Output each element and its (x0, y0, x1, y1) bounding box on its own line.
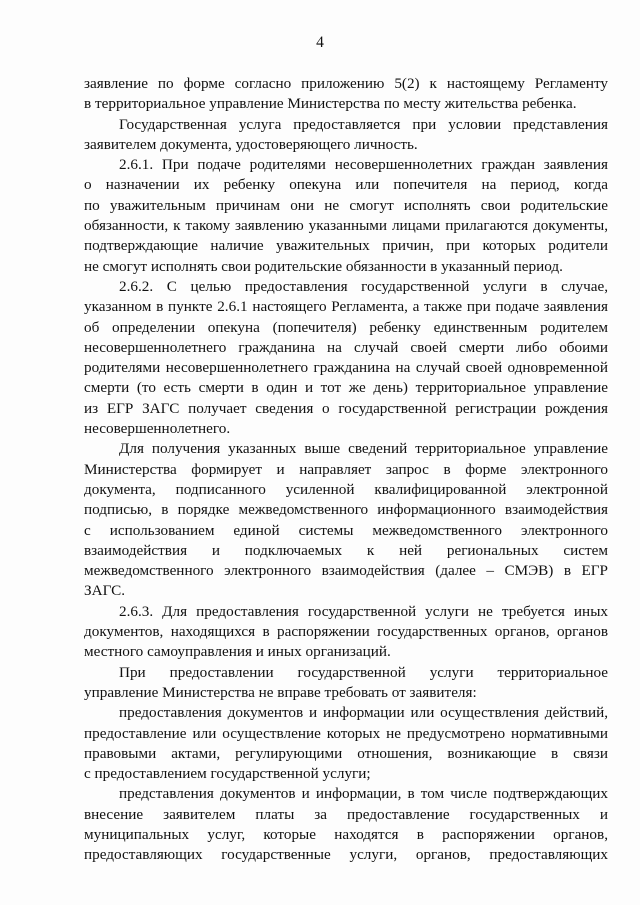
text-line: Министерства формирует и направляет запрос в форме электронного (84, 460, 608, 478)
text-line: указанном в пункте 2.6.1 настоящего Регламента, а также при подаче заявления (84, 298, 608, 316)
text-line: предоставляющих государственные услуги, органов, предоставляющих (84, 846, 608, 864)
text-line: с предоставлением государственной услуги; (84, 765, 371, 783)
text-line: Для получения указанных выше сведений территориальное управление (119, 440, 608, 458)
text-line: заявление по форме согласно приложению 5(2) к настоящему Регламенту (84, 75, 608, 92)
text-line: документов, находящихся в распоряжении государственных органов, органов (84, 623, 608, 641)
text-line: в территориальное управление Министерства по месту жительства ребенка. (84, 95, 577, 113)
text-line: правовыми актами, регулирующими отношения, возникающие в связи (84, 744, 608, 762)
text-line: Государственная услуга предоставляется при условии представления (119, 115, 608, 133)
text-line: не смогут исполнять свои родительские обязанности в указанный период. (84, 257, 563, 275)
text-line: обязанности, к такому заявлению указанными лицами прилагаются документы, (84, 217, 608, 235)
text-line: внесение заявителем платы за предоставление государственных и (84, 805, 608, 823)
text-line: предоставления документов и информации или осуществления действий, (119, 704, 608, 722)
text-line: из ЕГР ЗАГС получает сведения о государственной регистрации рождения (84, 399, 608, 417)
text-line: подтверждающие наличие уважительных причин, при которых родители (84, 237, 608, 255)
text-line: о назначении их ребенку опекуна или попечителя на период, когда (84, 176, 608, 194)
text-line: межведомственного электронного взаимодействия (далее – СМЭВ) в ЕГР (84, 562, 608, 580)
text-line: ЗАГС. (84, 582, 126, 600)
text-line: заявителем документа, удостоверяющего личность. (84, 135, 418, 153)
text-line: 2.6.2. С целью предоставления государственной услуги в случае, (119, 277, 608, 295)
text-line: с использованием единой системы межведомственного электронного (84, 521, 608, 539)
text-line: 2.6.3. Для предоставления государственной услуги не требуется иных (119, 602, 608, 620)
text-line: несовершеннолетнего гражданина на случай своей смерти либо обоими (84, 338, 608, 356)
text-line: об определении опекуна (попечителя) ребенку единственным родителем (84, 318, 608, 336)
document-body (84, 74, 608, 866)
text-line: родителями несовершеннолетнего гражданина на случай своей одновременной (84, 359, 608, 377)
text-line: несовершеннолетнего. (84, 420, 231, 438)
text-line: муниципальных услуг, которые находятся в распоряжении органов, (84, 825, 608, 843)
text-line: предоставление или осуществление которых не предусмотрено нормативными (84, 724, 608, 742)
text-line: При предоставлении государственной услуги территориальное (119, 663, 608, 681)
text-line: смерти (то есть смерти в один и тот же день) территориальное управление (84, 379, 608, 397)
text-line: по уважительным причинам они не смогут исполнять свои родительские (84, 196, 608, 214)
text-line: местного самоуправления и иных организаций. (84, 643, 391, 661)
text-line: представления документов и информации, в том числе подтверждающих (119, 785, 608, 803)
text-line: управление Министерства не вправе требовать от заявителя: (84, 683, 477, 701)
text-line: подписью, в порядке межведомственного информационного взаимодействия (84, 501, 608, 519)
text-line: документа, подписанного усиленной квалифицированной электронной (84, 480, 608, 498)
text-line: взаимодействия и подключаемых к ней региональных систем (84, 541, 608, 559)
text-line: 2.6.1. При подаче родителями несовершеннолетних граждан заявления (119, 156, 608, 174)
page-number: 4 (316, 34, 324, 51)
